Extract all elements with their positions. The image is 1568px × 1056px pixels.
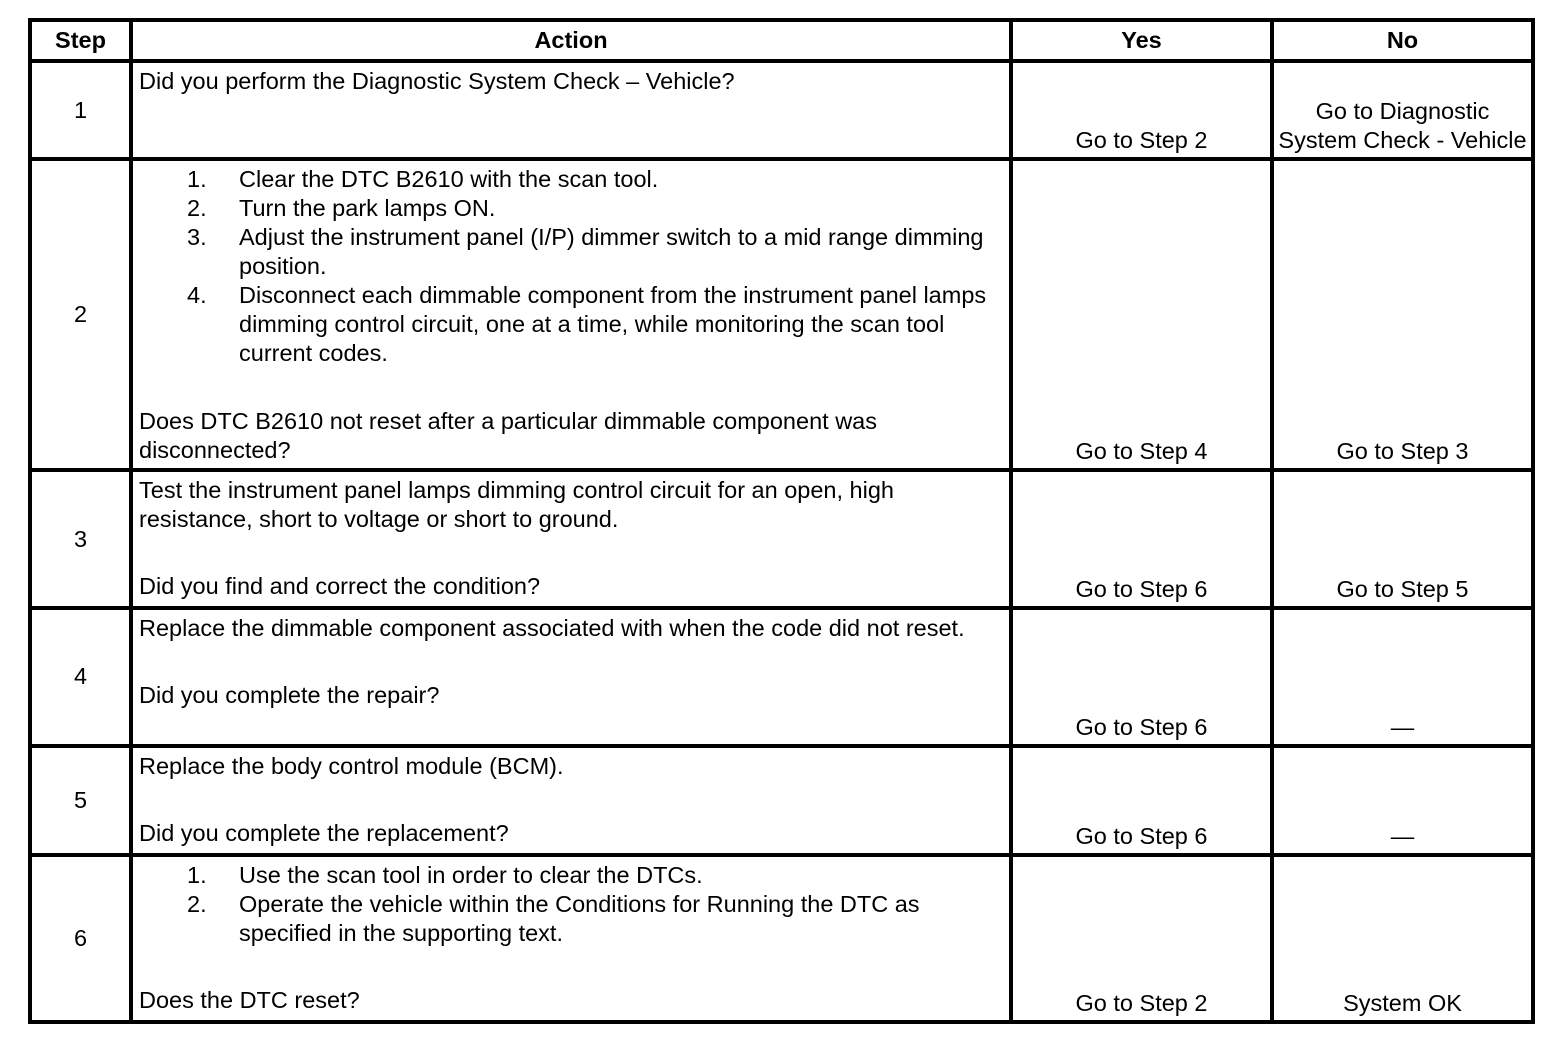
action-question: Does the DTC reset?	[139, 987, 360, 1014]
list-item: 4. Disconnect each dimmable component from the instrument panel lamps dimming control circuit, one at a time, while monitoring the scan tool current codes.	[187, 282, 987, 367]
table-row	[30, 746, 1533, 855]
table-row	[30, 608, 1533, 746]
header-step: Step	[30, 20, 131, 61]
yes-cell: Go to Step 2	[1011, 855, 1272, 1022]
action-question: Did you perform the Diagnostic System Check – Vehicle?	[139, 68, 735, 95]
action-question: Did you find and correct the condition?	[139, 573, 541, 600]
action-cell	[131, 159, 1011, 470]
action-instruction: Test the instrument panel lamps dimming control circuit for an open, high resistance, short to voltage or short to ground.	[139, 477, 894, 533]
list-item: 1. Use the scan tool in order to clear the DTCs.	[187, 862, 703, 889]
header-row	[30, 20, 1533, 61]
header-yes: Yes	[1011, 20, 1272, 61]
action-cell	[131, 855, 1011, 1022]
action-cell	[131, 608, 1011, 746]
step-number: 1	[30, 61, 131, 159]
yes-cell: Go to Step 6	[1011, 470, 1272, 607]
no-cell: Go to Step 3	[1272, 159, 1533, 470]
no-cell: Go to Diagnostic System Check - Vehicle	[1272, 61, 1533, 159]
action-question: Did you complete the repair?	[139, 681, 440, 708]
action-instruction: Replace the dimmable component associated with when the code did not reset.	[139, 614, 965, 641]
action-cell	[131, 61, 1011, 159]
action-instruction: Replace the body control module (BCM).	[139, 753, 564, 780]
list-item: 1. Clear the DTC B2610 with the scan tool.	[187, 166, 659, 193]
table-row	[30, 159, 1533, 470]
table-row	[30, 470, 1533, 607]
no-cell: —	[1272, 746, 1533, 855]
list-item: 2. Operate the vehicle within the Conditions for Running the DTC as specified in the supporting text.	[187, 891, 920, 947]
action-question: Did you complete the replacement?	[139, 820, 509, 847]
header-action: Action	[131, 20, 1011, 61]
list-item: 3. Adjust the instrument panel (I/P) dimmer switch to a mid range dimming position.	[187, 224, 984, 280]
step-number: 6	[30, 855, 131, 1022]
action-question: Does DTC B2610 not reset after a particular dimmable component was disconnected?	[139, 408, 877, 464]
action-steps-list	[139, 861, 999, 948]
step-number: 4	[30, 608, 131, 746]
action-cell	[131, 470, 1011, 607]
no-cell: System OK	[1272, 855, 1533, 1022]
action-cell	[131, 746, 1011, 855]
table-row	[30, 855, 1533, 1022]
yes-cell: Go to Step 6	[1011, 608, 1272, 746]
step-number: 5	[30, 746, 131, 855]
yes-cell: Go to Step 2	[1011, 61, 1272, 159]
header-no: No	[1272, 20, 1533, 61]
table-row	[30, 61, 1533, 159]
no-cell: —	[1272, 608, 1533, 746]
list-item: 2. Turn the park lamps ON.	[187, 195, 496, 222]
yes-cell: Go to Step 6	[1011, 746, 1272, 855]
step-number: 3	[30, 470, 131, 607]
diagnostic-table	[28, 18, 1535, 1024]
step-number: 2	[30, 159, 131, 470]
yes-cell: Go to Step 4	[1011, 159, 1272, 470]
action-steps-list	[139, 165, 999, 368]
no-cell: Go to Step 5	[1272, 470, 1533, 607]
